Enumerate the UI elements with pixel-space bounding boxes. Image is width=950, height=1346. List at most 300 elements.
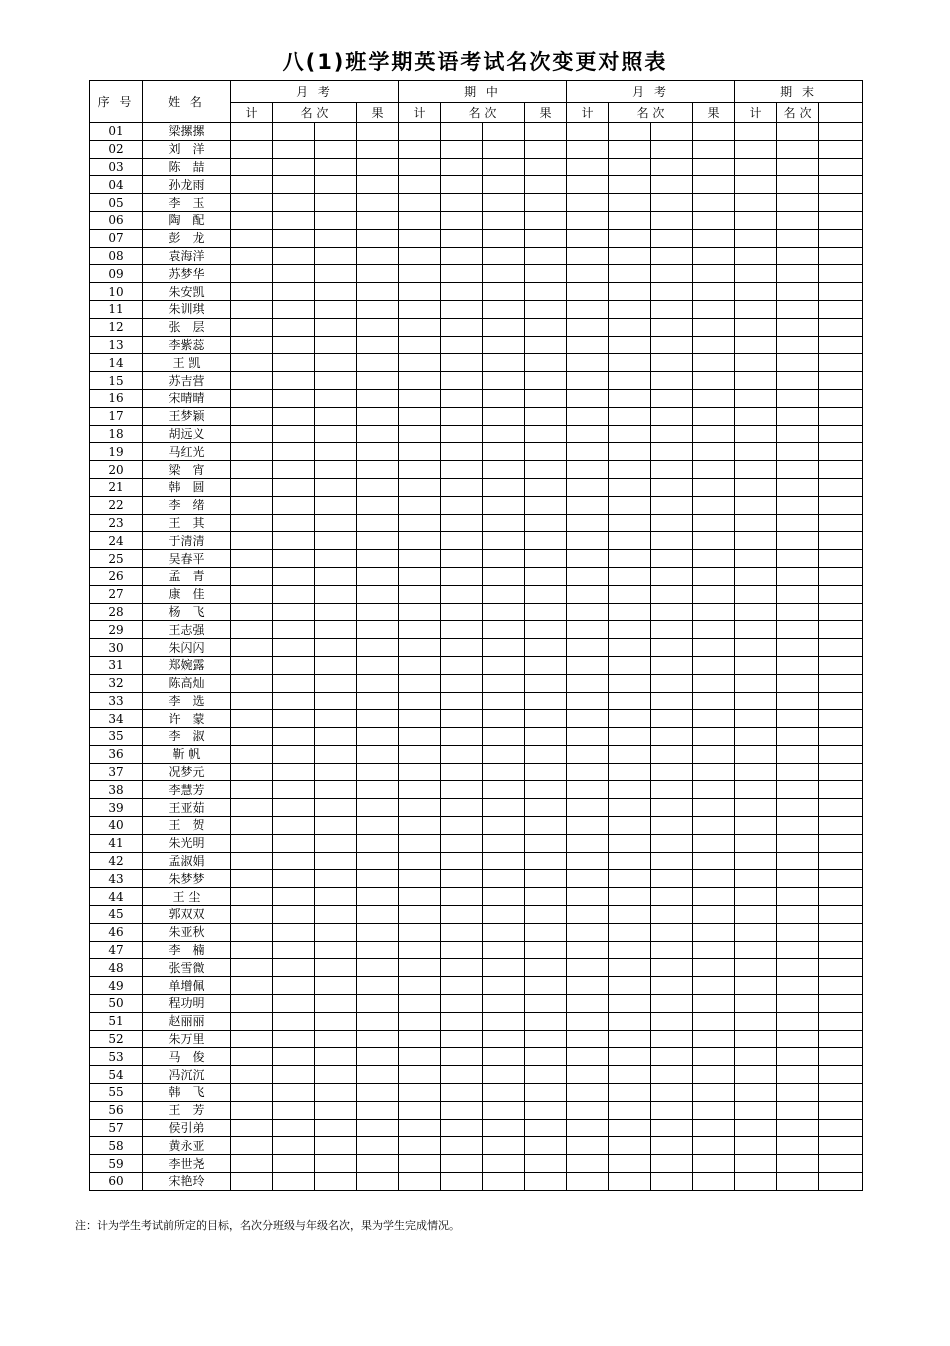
score-cell[interactable] [315, 977, 357, 995]
score-cell[interactable] [651, 318, 693, 336]
score-cell[interactable] [399, 1084, 441, 1102]
score-cell[interactable] [399, 817, 441, 835]
score-cell[interactable] [735, 656, 777, 674]
score-cell[interactable] [777, 692, 819, 710]
score-cell[interactable] [231, 1101, 273, 1119]
score-cell[interactable] [609, 763, 651, 781]
score-cell[interactable] [399, 834, 441, 852]
score-cell[interactable] [609, 1119, 651, 1137]
score-cell[interactable] [735, 906, 777, 924]
score-cell[interactable] [357, 852, 399, 870]
score-cell[interactable] [693, 1012, 735, 1030]
score-cell[interactable] [483, 621, 525, 639]
score-cell[interactable] [357, 728, 399, 746]
score-cell[interactable] [525, 923, 567, 941]
score-cell[interactable] [651, 425, 693, 443]
score-cell[interactable] [357, 123, 399, 141]
score-cell[interactable] [357, 585, 399, 603]
score-cell[interactable] [651, 1030, 693, 1048]
score-cell[interactable] [525, 1119, 567, 1137]
score-cell[interactable] [273, 318, 315, 336]
score-cell[interactable] [651, 674, 693, 692]
score-cell[interactable] [525, 621, 567, 639]
score-cell[interactable] [399, 1048, 441, 1066]
score-cell[interactable] [567, 176, 609, 194]
score-cell[interactable] [651, 496, 693, 514]
score-cell[interactable] [735, 1173, 777, 1191]
score-cell[interactable] [231, 514, 273, 532]
score-cell[interactable] [483, 817, 525, 835]
score-cell[interactable] [609, 870, 651, 888]
score-cell[interactable] [609, 158, 651, 176]
score-cell[interactable] [315, 1012, 357, 1030]
score-cell[interactable] [399, 1101, 441, 1119]
score-cell[interactable] [777, 888, 819, 906]
score-cell[interactable] [483, 603, 525, 621]
score-cell[interactable] [819, 870, 863, 888]
score-cell[interactable] [231, 834, 273, 852]
score-cell[interactable] [567, 745, 609, 763]
score-cell[interactable] [525, 425, 567, 443]
score-cell[interactable] [609, 674, 651, 692]
score-cell[interactable] [567, 852, 609, 870]
score-cell[interactable] [273, 870, 315, 888]
score-cell[interactable] [399, 211, 441, 229]
score-cell[interactable] [525, 300, 567, 318]
score-cell[interactable] [525, 977, 567, 995]
score-cell[interactable] [819, 194, 863, 212]
score-cell[interactable] [735, 799, 777, 817]
score-cell[interactable] [777, 1012, 819, 1030]
score-cell[interactable] [315, 1048, 357, 1066]
score-cell[interactable] [441, 265, 483, 283]
score-cell[interactable] [777, 1066, 819, 1084]
score-cell[interactable] [399, 1119, 441, 1137]
score-cell[interactable] [273, 407, 315, 425]
score-cell[interactable] [399, 372, 441, 390]
score-cell[interactable] [525, 656, 567, 674]
score-cell[interactable] [651, 194, 693, 212]
score-cell[interactable] [693, 211, 735, 229]
score-cell[interactable] [525, 959, 567, 977]
score-cell[interactable] [273, 1030, 315, 1048]
score-cell[interactable] [231, 194, 273, 212]
score-cell[interactable] [315, 906, 357, 924]
score-cell[interactable] [315, 300, 357, 318]
score-cell[interactable] [525, 318, 567, 336]
score-cell[interactable] [315, 461, 357, 479]
score-cell[interactable] [819, 959, 863, 977]
score-cell[interactable] [315, 585, 357, 603]
score-cell[interactable] [441, 300, 483, 318]
score-cell[interactable] [525, 763, 567, 781]
score-cell[interactable] [735, 389, 777, 407]
score-cell[interactable] [651, 906, 693, 924]
score-cell[interactable] [609, 372, 651, 390]
score-cell[interactable] [735, 1155, 777, 1173]
score-cell[interactable] [273, 567, 315, 585]
score-cell[interactable] [777, 1084, 819, 1102]
score-cell[interactable] [441, 1030, 483, 1048]
score-cell[interactable] [525, 1030, 567, 1048]
score-cell[interactable] [651, 1084, 693, 1102]
score-cell[interactable] [819, 1066, 863, 1084]
score-cell[interactable] [231, 728, 273, 746]
score-cell[interactable] [483, 639, 525, 657]
score-cell[interactable] [735, 852, 777, 870]
score-cell[interactable] [273, 300, 315, 318]
score-cell[interactable] [441, 1119, 483, 1137]
score-cell[interactable] [609, 496, 651, 514]
score-cell[interactable] [273, 123, 315, 141]
score-cell[interactable] [525, 550, 567, 568]
score-cell[interactable] [651, 443, 693, 461]
score-cell[interactable] [231, 710, 273, 728]
score-cell[interactable] [357, 1048, 399, 1066]
score-cell[interactable] [399, 799, 441, 817]
score-cell[interactable] [735, 372, 777, 390]
score-cell[interactable] [231, 123, 273, 141]
score-cell[interactable] [483, 1155, 525, 1173]
score-cell[interactable] [231, 229, 273, 247]
score-cell[interactable] [357, 1155, 399, 1173]
score-cell[interactable] [777, 781, 819, 799]
score-cell[interactable] [357, 799, 399, 817]
score-cell[interactable] [651, 514, 693, 532]
score-cell[interactable] [273, 745, 315, 763]
score-cell[interactable] [357, 229, 399, 247]
score-cell[interactable] [609, 621, 651, 639]
score-cell[interactable] [483, 461, 525, 479]
score-cell[interactable] [819, 567, 863, 585]
score-cell[interactable] [651, 354, 693, 372]
score-cell[interactable] [315, 639, 357, 657]
score-cell[interactable] [231, 852, 273, 870]
score-cell[interactable] [273, 496, 315, 514]
score-cell[interactable] [567, 621, 609, 639]
score-cell[interactable] [819, 692, 863, 710]
score-cell[interactable] [819, 1048, 863, 1066]
score-cell[interactable] [777, 1119, 819, 1137]
score-cell[interactable] [357, 941, 399, 959]
score-cell[interactable] [357, 906, 399, 924]
score-cell[interactable] [357, 407, 399, 425]
score-cell[interactable] [357, 959, 399, 977]
score-cell[interactable] [483, 1066, 525, 1084]
score-cell[interactable] [231, 1173, 273, 1191]
score-cell[interactable] [693, 763, 735, 781]
score-cell[interactable] [567, 461, 609, 479]
score-cell[interactable] [315, 852, 357, 870]
score-cell[interactable] [483, 674, 525, 692]
score-cell[interactable] [651, 656, 693, 674]
score-cell[interactable] [399, 1173, 441, 1191]
score-cell[interactable] [315, 283, 357, 301]
score-cell[interactable] [693, 923, 735, 941]
score-cell[interactable] [273, 728, 315, 746]
score-cell[interactable] [441, 443, 483, 461]
score-cell[interactable] [819, 389, 863, 407]
score-cell[interactable] [273, 354, 315, 372]
score-cell[interactable] [357, 532, 399, 550]
score-cell[interactable] [315, 354, 357, 372]
score-cell[interactable] [693, 977, 735, 995]
score-cell[interactable] [609, 728, 651, 746]
score-cell[interactable] [315, 372, 357, 390]
score-cell[interactable] [609, 443, 651, 461]
score-cell[interactable] [609, 781, 651, 799]
score-cell[interactable] [609, 692, 651, 710]
score-cell[interactable] [273, 799, 315, 817]
score-cell[interactable] [273, 995, 315, 1013]
score-cell[interactable] [819, 407, 863, 425]
score-cell[interactable] [483, 1048, 525, 1066]
score-cell[interactable] [609, 425, 651, 443]
score-cell[interactable] [609, 478, 651, 496]
score-cell[interactable] [399, 1137, 441, 1155]
score-cell[interactable] [819, 888, 863, 906]
score-cell[interactable] [315, 728, 357, 746]
score-cell[interactable] [525, 941, 567, 959]
score-cell[interactable] [441, 888, 483, 906]
score-cell[interactable] [735, 1030, 777, 1048]
score-cell[interactable] [231, 923, 273, 941]
score-cell[interactable] [651, 817, 693, 835]
score-cell[interactable] [693, 123, 735, 141]
score-cell[interactable] [315, 389, 357, 407]
score-cell[interactable] [651, 799, 693, 817]
score-cell[interactable] [819, 461, 863, 479]
score-cell[interactable] [441, 1137, 483, 1155]
score-cell[interactable] [693, 1030, 735, 1048]
score-cell[interactable] [273, 336, 315, 354]
score-cell[interactable] [693, 692, 735, 710]
score-cell[interactable] [777, 1173, 819, 1191]
score-cell[interactable] [777, 265, 819, 283]
score-cell[interactable] [483, 443, 525, 461]
score-cell[interactable] [777, 941, 819, 959]
score-cell[interactable] [735, 1012, 777, 1030]
score-cell[interactable] [609, 354, 651, 372]
score-cell[interactable] [567, 123, 609, 141]
score-cell[interactable] [231, 176, 273, 194]
score-cell[interactable] [693, 140, 735, 158]
score-cell[interactable] [315, 923, 357, 941]
score-cell[interactable] [441, 407, 483, 425]
score-cell[interactable] [441, 745, 483, 763]
score-cell[interactable] [693, 728, 735, 746]
score-cell[interactable] [273, 817, 315, 835]
score-cell[interactable] [315, 123, 357, 141]
score-cell[interactable] [525, 372, 567, 390]
score-cell[interactable] [609, 247, 651, 265]
score-cell[interactable] [567, 1030, 609, 1048]
score-cell[interactable] [483, 1119, 525, 1137]
score-cell[interactable] [231, 1119, 273, 1137]
score-cell[interactable] [567, 140, 609, 158]
score-cell[interactable] [651, 300, 693, 318]
score-cell[interactable] [315, 656, 357, 674]
score-cell[interactable] [357, 745, 399, 763]
score-cell[interactable] [651, 567, 693, 585]
score-cell[interactable] [735, 158, 777, 176]
score-cell[interactable] [777, 372, 819, 390]
score-cell[interactable] [567, 532, 609, 550]
score-cell[interactable] [609, 1173, 651, 1191]
score-cell[interactable] [357, 870, 399, 888]
score-cell[interactable] [399, 639, 441, 657]
score-cell[interactable] [735, 407, 777, 425]
score-cell[interactable] [231, 140, 273, 158]
score-cell[interactable] [693, 300, 735, 318]
score-cell[interactable] [315, 211, 357, 229]
score-cell[interactable] [483, 229, 525, 247]
score-cell[interactable] [651, 211, 693, 229]
score-cell[interactable] [525, 140, 567, 158]
score-cell[interactable] [441, 923, 483, 941]
score-cell[interactable] [567, 1155, 609, 1173]
score-cell[interactable] [399, 977, 441, 995]
score-cell[interactable] [693, 799, 735, 817]
score-cell[interactable] [777, 1155, 819, 1173]
score-cell[interactable] [777, 995, 819, 1013]
score-cell[interactable] [693, 496, 735, 514]
score-cell[interactable] [441, 283, 483, 301]
score-cell[interactable] [651, 372, 693, 390]
score-cell[interactable] [273, 389, 315, 407]
score-cell[interactable] [357, 318, 399, 336]
score-cell[interactable] [693, 603, 735, 621]
score-cell[interactable] [315, 1137, 357, 1155]
score-cell[interactable] [231, 995, 273, 1013]
score-cell[interactable] [693, 1084, 735, 1102]
score-cell[interactable] [651, 781, 693, 799]
score-cell[interactable] [651, 1012, 693, 1030]
score-cell[interactable] [777, 817, 819, 835]
score-cell[interactable] [483, 389, 525, 407]
score-cell[interactable] [819, 977, 863, 995]
score-cell[interactable] [357, 977, 399, 995]
score-cell[interactable] [609, 461, 651, 479]
score-cell[interactable] [777, 443, 819, 461]
score-cell[interactable] [735, 1048, 777, 1066]
score-cell[interactable] [609, 1084, 651, 1102]
score-cell[interactable] [399, 692, 441, 710]
score-cell[interactable] [777, 923, 819, 941]
score-cell[interactable] [693, 407, 735, 425]
score-cell[interactable] [735, 745, 777, 763]
score-cell[interactable] [441, 621, 483, 639]
score-cell[interactable] [273, 1155, 315, 1173]
score-cell[interactable] [483, 140, 525, 158]
score-cell[interactable] [441, 674, 483, 692]
score-cell[interactable] [567, 1119, 609, 1137]
score-cell[interactable] [273, 781, 315, 799]
score-cell[interactable] [567, 995, 609, 1013]
score-cell[interactable] [399, 461, 441, 479]
score-cell[interactable] [567, 1084, 609, 1102]
score-cell[interactable] [441, 550, 483, 568]
score-cell[interactable] [315, 247, 357, 265]
score-cell[interactable] [273, 674, 315, 692]
score-cell[interactable] [483, 283, 525, 301]
score-cell[interactable] [777, 194, 819, 212]
score-cell[interactable] [231, 318, 273, 336]
score-cell[interactable] [315, 888, 357, 906]
score-cell[interactable] [399, 550, 441, 568]
score-cell[interactable] [777, 567, 819, 585]
score-cell[interactable] [651, 941, 693, 959]
score-cell[interactable] [567, 781, 609, 799]
score-cell[interactable] [777, 550, 819, 568]
score-cell[interactable] [441, 567, 483, 585]
score-cell[interactable] [735, 496, 777, 514]
score-cell[interactable] [399, 959, 441, 977]
score-cell[interactable] [231, 941, 273, 959]
score-cell[interactable] [231, 585, 273, 603]
score-cell[interactable] [693, 550, 735, 568]
score-cell[interactable] [357, 781, 399, 799]
score-cell[interactable] [483, 158, 525, 176]
score-cell[interactable] [483, 425, 525, 443]
score-cell[interactable] [315, 229, 357, 247]
score-cell[interactable] [609, 1030, 651, 1048]
score-cell[interactable] [525, 158, 567, 176]
score-cell[interactable] [609, 639, 651, 657]
score-cell[interactable] [777, 283, 819, 301]
score-cell[interactable] [483, 354, 525, 372]
score-cell[interactable] [651, 1173, 693, 1191]
score-cell[interactable] [357, 211, 399, 229]
score-cell[interactable] [567, 1173, 609, 1191]
score-cell[interactable] [525, 1173, 567, 1191]
score-cell[interactable] [483, 906, 525, 924]
score-cell[interactable] [819, 336, 863, 354]
score-cell[interactable] [399, 229, 441, 247]
score-cell[interactable] [357, 354, 399, 372]
score-cell[interactable] [231, 389, 273, 407]
score-cell[interactable] [315, 1155, 357, 1173]
score-cell[interactable] [651, 550, 693, 568]
score-cell[interactable] [399, 194, 441, 212]
score-cell[interactable] [525, 781, 567, 799]
score-cell[interactable] [819, 140, 863, 158]
score-cell[interactable] [441, 639, 483, 657]
score-cell[interactable] [777, 211, 819, 229]
score-cell[interactable] [567, 567, 609, 585]
score-cell[interactable] [819, 158, 863, 176]
score-cell[interactable] [231, 888, 273, 906]
score-cell[interactable] [399, 158, 441, 176]
score-cell[interactable] [693, 1119, 735, 1137]
score-cell[interactable] [693, 425, 735, 443]
score-cell[interactable] [315, 532, 357, 550]
score-cell[interactable] [525, 817, 567, 835]
score-cell[interactable] [693, 585, 735, 603]
score-cell[interactable] [315, 1084, 357, 1102]
score-cell[interactable] [399, 621, 441, 639]
score-cell[interactable] [609, 1101, 651, 1119]
score-cell[interactable] [693, 265, 735, 283]
score-cell[interactable] [609, 123, 651, 141]
score-cell[interactable] [231, 621, 273, 639]
score-cell[interactable] [525, 211, 567, 229]
score-cell[interactable] [777, 158, 819, 176]
score-cell[interactable] [651, 140, 693, 158]
score-cell[interactable] [777, 140, 819, 158]
score-cell[interactable] [525, 674, 567, 692]
score-cell[interactable] [357, 389, 399, 407]
